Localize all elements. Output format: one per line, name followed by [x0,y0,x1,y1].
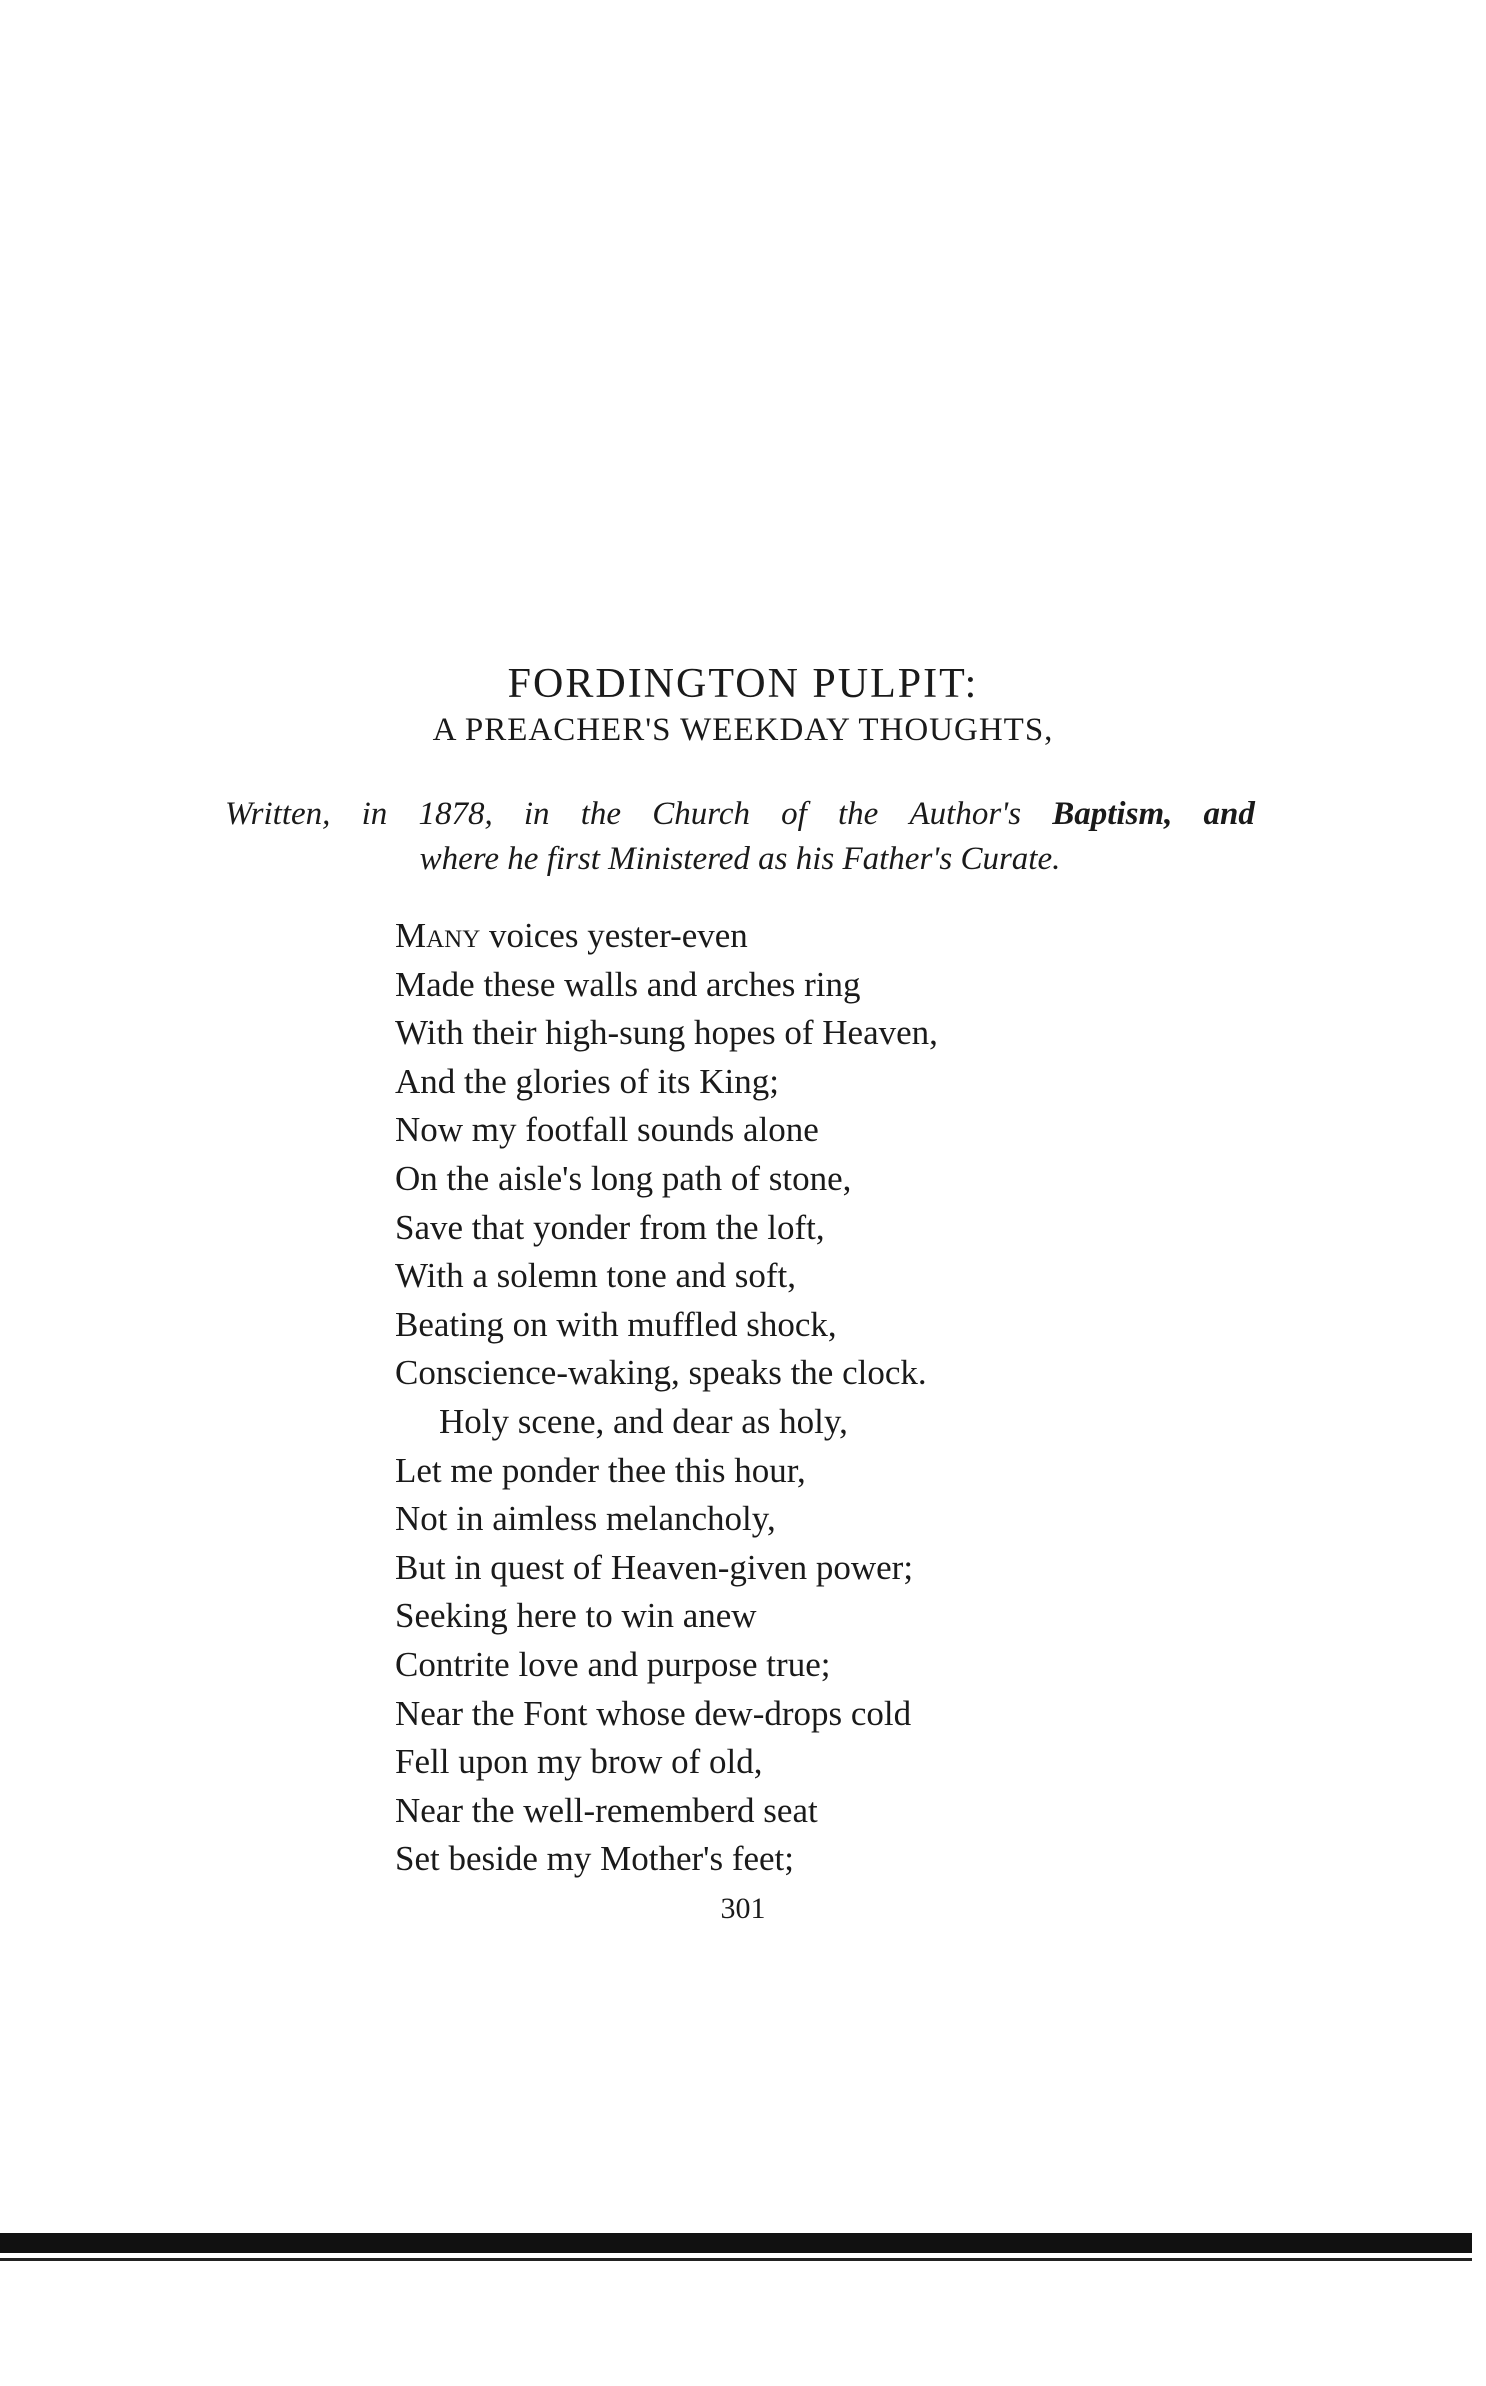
poem-line: Set beside my Mother's feet; [395,1839,794,1879]
poem-line: Holy scene, and dear as holy, [439,1401,848,1441]
poem-line-text: voices yester-even [480,916,748,955]
poem-line: Let me ponder thee this hour, [395,1450,806,1490]
dedication-word: the [580,796,622,832]
dedication [225,792,1255,882]
poem-title: FORDINGTON PULPIT: [507,661,979,708]
poem-first-word: Many [395,916,481,955]
poem-line: Now my footfall sounds alone [395,1110,819,1150]
poem-line: With a solemn tone and soft, [395,1256,797,1296]
poem-line: With their high-sung hopes of Heaven, [395,1013,938,1053]
dedication-word: of [781,796,807,832]
dedication-word: Baptism, [1052,796,1173,832]
poem-line: Fell upon my brow of old, [395,1742,763,1782]
poem-line: Not in aimless melancholy, [395,1499,776,1539]
dedication-line-1 [225,792,1255,837]
poem-body [395,912,938,1884]
poem-line: Made these walls and arches ring [395,964,861,1004]
poem-line: Contrite love and purpose true; [395,1644,831,1684]
poem-subtitle: A PREACHER'S WEEKDAY THOUGHTS, [432,712,1054,748]
dedication-line-2: where he first Ministered as his Father's Curate. [419,841,1061,877]
poem-line: Near the well-rememberd seat [395,1790,818,1830]
poem-line: Save that yonder from the loft, [395,1207,825,1247]
page-bottom-rule-thin [0,2258,1472,2261]
dedication-word: in [361,796,388,832]
poem-line: Seeking here to win anew [395,1596,757,1636]
poem-line [395,912,938,961]
dedication-word: Written, [225,796,331,832]
poem-line: On the aisle's long path of stone, [395,1158,852,1198]
dedication-word: 1878, [418,796,493,832]
poem-line: Near the Font whose dew-drops cold [395,1693,912,1733]
poem-line: Beating on with muffled shock, [395,1304,837,1344]
poem-line: Conscience-waking, speaks the clock. [395,1353,927,1393]
poem-line: But in quest of Heaven-given power; [395,1547,914,1587]
page-bottom-rule [0,2233,1472,2253]
poem-line: And the glories of its King; [395,1061,779,1101]
dedication-word: the [838,796,879,832]
dedication-word: in [523,796,550,832]
dedication-word: Church [652,796,750,832]
dedication-word: Author's [909,796,1022,832]
page-number: 301 [720,1892,766,1925]
dedication-word: and [1203,796,1255,832]
